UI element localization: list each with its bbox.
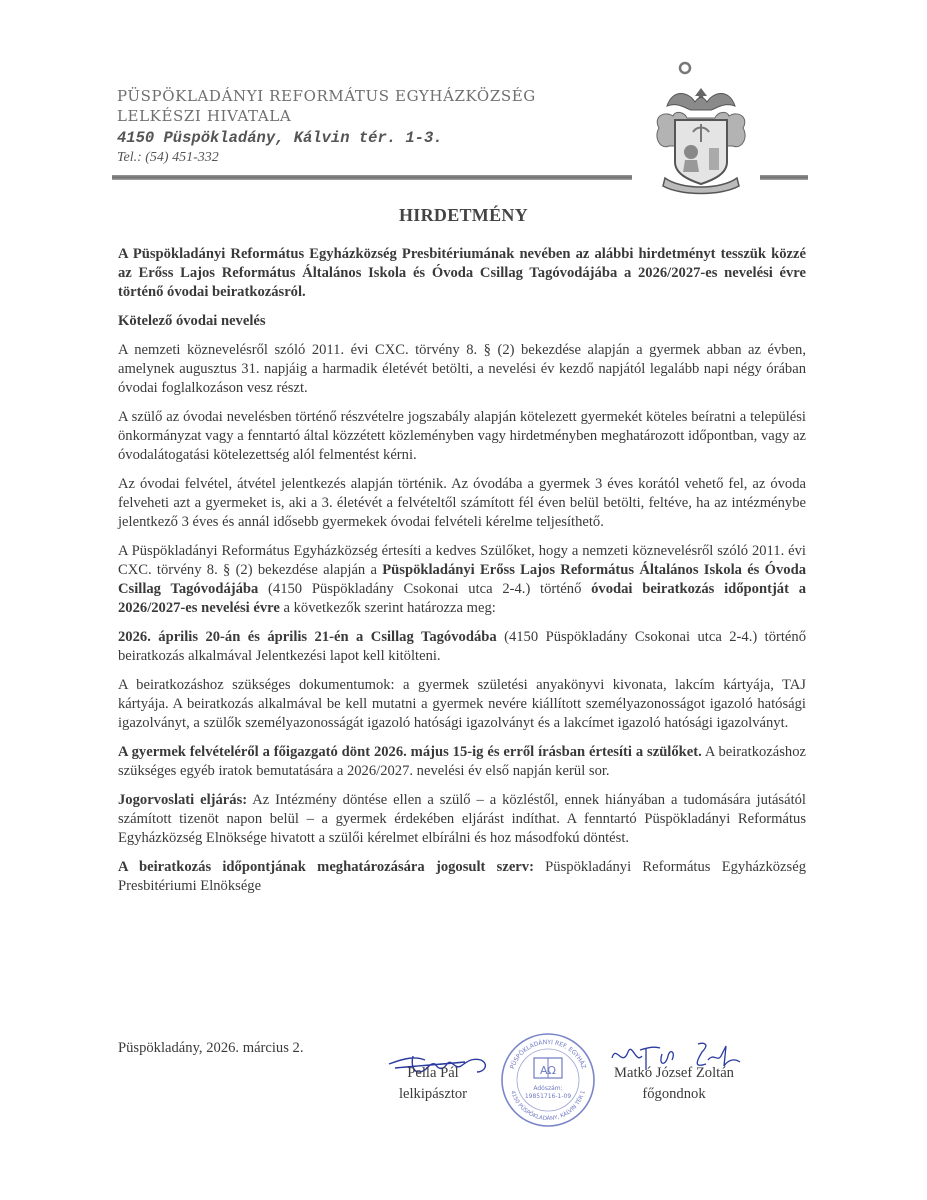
letterhead: [117, 86, 536, 167]
phone: Tel.: (54) 451-332: [117, 150, 219, 165]
section-heading: Kötelező óvodai nevelés: [118, 313, 266, 329]
stamp-tax-label: Adószám:: [533, 1085, 563, 1092]
signer-2: [604, 1063, 744, 1105]
text: (4150 Püspökladány Csokonai utca 2-4.) történő beiratkozás alkalmával Jelentkezési lapot kell kitölteni.: [118, 629, 806, 664]
text: Püspökladányi Református Egyházközség Presbitériumi Elnöksége: [118, 859, 806, 894]
stamp-tax-number: 19851716-1-09: [524, 1093, 572, 1100]
text: a következők szerint határozza meg:: [279, 600, 496, 616]
intro-paragraph: A Püspökladányi Református Egyházközség Presbitériumának nevében az alábbi hirdetményt tesszük közzé az Erőss Lajos Református Általános Iskola és Óvoda Csillag Tagóvodájába a 2026/2027-es nevelési évre történő óvodai beiratkozásról.: [118, 246, 806, 300]
stamp-symbol: AΩ: [540, 1064, 556, 1077]
text: Az Intézmény döntése ellen a szülő – a közléstől, ennek hiányában a tudomására jutásától számított tizenöt napon belül – a gyermek érdekében eljárást indíthat. A fenntartó Püspökladányi Református Egyházközség Elnöksége hivatott a szülői kérelmet elbírálni és hoz másodfokú döntést.: [118, 792, 806, 846]
decision-deadline: A gyermek felvételéről a főigazgató dönt 2026. május 15-ig és erről írásban értesíti a szülőket.: [118, 744, 702, 760]
header-rule-left: [112, 175, 632, 180]
paragraph: [118, 743, 806, 781]
enrollment-dates: 2026. április 20-án és április 21-én a Csillag Tagóvodába: [118, 629, 497, 645]
stamp-bottom-text: 4150 PÜSPÖKLADÁNY, KÁLVIN TÉR 1: [509, 1089, 587, 1123]
stamp-top-text: PÜSPÖKLADÁNYI REF. EGYHÁZ: [508, 1038, 588, 1070]
coat-of-arms-icon: [645, 58, 757, 198]
office-name: LELKÉSZI HIVATALA: [117, 107, 292, 125]
header-rule-right: [760, 175, 808, 180]
paragraph: A beiratkozáshoz szükséges dokumentumok: a gyermek születési anyakönyvi kivonata, lakcím kártyája, TAJ kártyája. A beiratkozás alkalmával be kell mutatni a gyermek nevére kiállított személyazonosságot igazoló hatósági igazolványt, a szülők személyazonosságát igazoló hatósági igazolványt és a lakcímet igazoló hatósági igazolványt.: [118, 677, 806, 731]
text: A Püspökladányi Református Egyházközség értesíti a kedves Szülőket, hogy a nemzeti köznevelésről szóló 2011. évi CXC. törvény 8. § (2) bekezdése alapján a: [118, 543, 806, 578]
paragraph: [118, 628, 806, 666]
paragraph: [118, 858, 806, 896]
signer-1-role: lelkipásztor: [398, 1086, 468, 1102]
institution-name: Püspökladányi Erőss Lajos Református Általános Iskola és Óvoda Csillag Tagóvodájába: [118, 562, 806, 597]
document-title: HIRDETMÉNY: [398, 205, 528, 225]
address: 4150 Püspökladány, Kálvin tér. 1-3.: [117, 129, 443, 147]
text: (4150 Püspökladány Csokonai utca 2-4.) történő: [258, 581, 592, 597]
appeal-label: Jogorvoslati eljárás:: [118, 792, 248, 808]
place-date: Püspökladány, 2026. március 2.: [118, 1040, 304, 1056]
signer-1-name: Pella Pál: [407, 1065, 459, 1081]
paragraph: [118, 791, 806, 848]
authority-label: A beiratkozás időpontjának meghatározására jogosult szerv:: [118, 859, 534, 875]
paragraph: A nemzeti köznevelésről szóló 2011. évi CXC. törvény 8. § (2) bekezdése alapján a gyermek abban az évben, amelynek augusztus 31. napjáig a harmadik életévét betölti, a nevelési év kezdő napjától legalább napi négy órában óvodai foglalkozáson vesz részt.: [118, 342, 806, 396]
text: A beiratkozáshoz szükséges egyéb iratok bemutatására a 2026/2027. nevelési év első napján kerül sor.: [118, 744, 806, 779]
org-name: PÜSPÖKLADÁNYI REFORMÁTUS EGYHÁZKÖZSÉG: [117, 87, 536, 105]
document-body: [118, 245, 806, 906]
signer-2-name: Matkó József Zoltán: [614, 1065, 734, 1081]
signer-1: [388, 1063, 478, 1105]
enrollment-date-phrase: óvodai beiratkozás időpontját a 2026/2027-es nevelési évre: [118, 581, 806, 616]
paragraph: [118, 542, 806, 618]
official-stamp-icon: [498, 1030, 598, 1130]
signer-2-role: főgondnok: [642, 1086, 706, 1102]
paragraph: Az óvodai felvétel, átvétel jelentkezés alapján történik. Az óvodába a gyermek 3 éves korától vehető fel, az óvoda felveheti azt a gyermeket is, aki a 3. életévét a felvételtől számított fél éven belül betölti, feltéve, ha az intézménybe jelentkező 3 éves és annál idősebb gyermekek óvodai felvételi kérelme teljesíthető.: [118, 476, 806, 530]
paragraph: A szülő az óvodai nevelésben történő részvételre jogszabály alapján kötelezett gyermekét köteles beíratni a települési önkormányzat vagy a fenntartó által közzétett közleményben vagy hirdetményben meghatározott időpontban, vagy az óvodalátogatási kötelezettség alól felmentést kérni.: [118, 409, 806, 463]
